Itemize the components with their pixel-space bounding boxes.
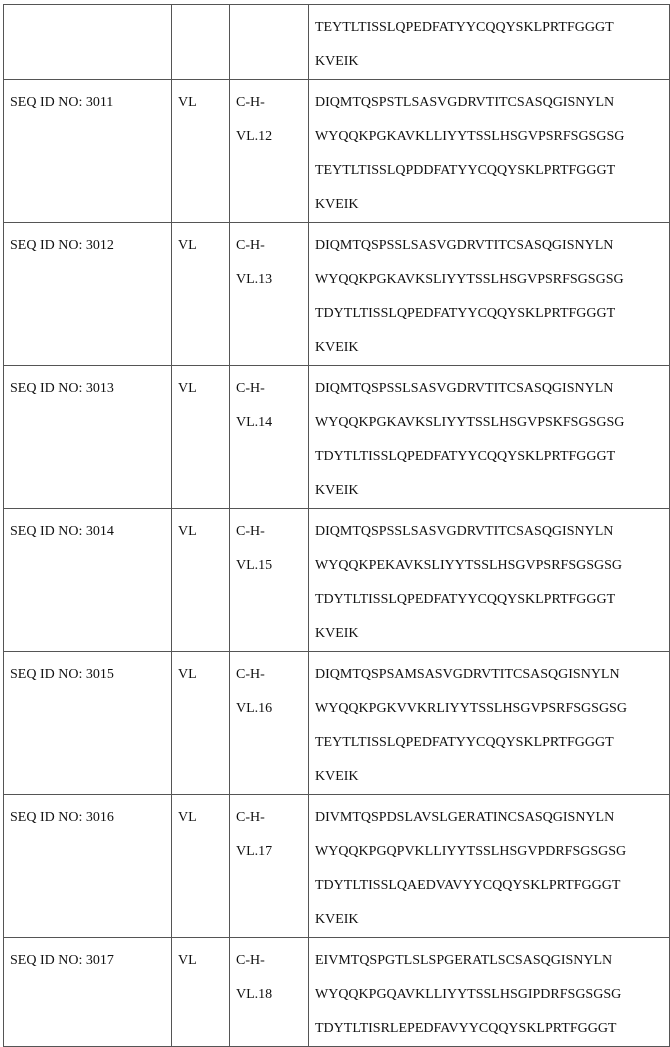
- table-row: [4, 366, 670, 509]
- sequence-line: KVEIK: [315, 188, 669, 222]
- chain-cell: [172, 5, 230, 80]
- sequence-line: WYQQKPGQAVKLLIYYTSSLHSGIPDRFSGSGSG: [315, 978, 669, 1012]
- seq-id: SEQ ID NO: 3016: [10, 801, 171, 835]
- antibody-name-line: VL.16: [236, 692, 308, 726]
- sequence-line: KVEIK: [315, 331, 669, 365]
- chain-type: VL: [178, 229, 229, 263]
- seq-id-cell: [4, 652, 172, 795]
- sequence-line: WYQQKPGKAVKSLIYYTSSLHSGVPSRFSGSGSG: [315, 263, 669, 297]
- sequence-line: WYQQKPGKAVKLLIYYTSSLHSGVPSRFSGSGSG: [315, 120, 669, 154]
- antibody-name-line: VL.13: [236, 263, 308, 297]
- chain-type: VL: [178, 372, 229, 406]
- sequence-line: TDYTLTISRLEPEDFAVYYCQQYSKLPRTFGGGT: [315, 1012, 669, 1046]
- sequence-line: TDYTLTISSLQAEDVAVYYCQQYSKLPRTFGGGT: [315, 869, 669, 903]
- antibody-name-line: VL.15: [236, 549, 308, 583]
- sequence-line: DIQMTQSPSSLSASVGDRVTITCSASQGISNYLN: [315, 515, 669, 549]
- sequence-line: DIQMTQSPSAMSASVGDRVTITCSASQGISNYLN: [315, 658, 669, 692]
- sequence-line: TDYTLTISSLQPEDFATYYCQQYSKLPRTFGGGT: [315, 583, 669, 617]
- chain-type: VL: [178, 515, 229, 549]
- antibody-name-line: C-H-: [236, 944, 308, 978]
- antibody-name-line: C-H-: [236, 372, 308, 406]
- antibody-name-line: C-H-: [236, 229, 308, 263]
- antibody-name-line: C-H-: [236, 658, 308, 692]
- seq-id-cell: [4, 938, 172, 1047]
- seq-id: SEQ ID NO: 3012: [10, 229, 171, 263]
- chain-type: VL: [178, 801, 229, 835]
- chain-type: VL: [178, 944, 229, 978]
- chain-cell: [172, 938, 230, 1047]
- sequence-cell: [309, 366, 670, 509]
- table-row-continuation: [4, 5, 670, 80]
- seq-id-cell: [4, 366, 172, 509]
- table-row: [4, 652, 670, 795]
- chain-type: VL: [178, 658, 229, 692]
- antibody-name-line: VL.18: [236, 978, 308, 1012]
- name-cell: [230, 652, 309, 795]
- sequence-line: KVEIK: [315, 45, 669, 79]
- seq-id-cell: [4, 5, 172, 80]
- sequence-line: DIQMTQSPSSLSASVGDRVTITCSASQGISNYLN: [315, 372, 669, 406]
- table-row: [4, 80, 670, 223]
- sequence-cell: [309, 795, 670, 938]
- seq-id-cell: [4, 80, 172, 223]
- name-cell: [230, 366, 309, 509]
- antibody-name-line: C-H-: [236, 801, 308, 835]
- sequence-line: DIQMTQSPSTLSASVGDRVTITCSASQGISNYLN: [315, 86, 669, 120]
- seq-id-cell: [4, 223, 172, 366]
- sequence-line: KVEIK: [315, 474, 669, 508]
- sequence-cell: [309, 652, 670, 795]
- sequence-cell: [309, 80, 670, 223]
- chain-cell: [172, 652, 230, 795]
- seq-id: SEQ ID NO: 3017: [10, 944, 171, 978]
- name-cell: [230, 938, 309, 1047]
- table-row: [4, 938, 670, 1047]
- antibody-name-line: C-H-: [236, 86, 308, 120]
- sequence-line: KVEIK: [315, 617, 669, 651]
- table-row: [4, 509, 670, 652]
- chain-cell: [172, 223, 230, 366]
- chain-type: VL: [178, 86, 229, 120]
- sequence-line: TEYTLTISSLQPDDFATYYCQQYSKLPRTFGGGT: [315, 154, 669, 188]
- name-cell: [230, 5, 309, 80]
- chain-cell: [172, 366, 230, 509]
- sequence-line: TEYTLTISSLQPEDFATYYCQQYSKLPRTFGGGT: [315, 11, 669, 45]
- sequence-line: EIVMTQSPGTLSLSPGERATLSCSASQGISNYLN: [315, 944, 669, 978]
- seq-id-cell: [4, 795, 172, 938]
- sequence-cell: [309, 938, 670, 1047]
- seq-id: SEQ ID NO: 3014: [10, 515, 171, 549]
- sequence-line: KVEIK: [315, 903, 669, 937]
- seq-id: SEQ ID NO: 3011: [10, 86, 171, 120]
- sequence-cell: [309, 223, 670, 366]
- seq-id: SEQ ID NO: 3013: [10, 372, 171, 406]
- name-cell: [230, 223, 309, 366]
- sequence-line: WYQQKPEKAVKSLIYYTSSLHSGVPSRFSGSGSG: [315, 549, 669, 583]
- sequence-line: KVEIK: [315, 760, 669, 794]
- sequence-cell: [309, 5, 670, 80]
- sequence-line: WYQQKPGKAVKSLIYYTSSLHSGVPSKFSGSGSG: [315, 406, 669, 440]
- sequence-line: WYQQKPGQPVKLLIYYTSSLHSGVPDRFSGSGSG: [315, 835, 669, 869]
- antibody-name-line: VL.14: [236, 406, 308, 440]
- name-cell: [230, 80, 309, 223]
- sequence-line: TEYTLTISSLQPEDFATYYCQQYSKLPRTFGGGT: [315, 726, 669, 760]
- sequence-table: [3, 4, 670, 1047]
- sequence-line: DIQMTQSPSSLSASVGDRVTITCSASQGISNYLN: [315, 229, 669, 263]
- sequence-line: TDYTLTISSLQPEDFATYYCQQYSKLPRTFGGGT: [315, 440, 669, 474]
- chain-cell: [172, 80, 230, 223]
- name-cell: [230, 509, 309, 652]
- sequence-line: WYQQKPGKVVKRLIYYTSSLHSGVPSRFSGSGSG: [315, 692, 669, 726]
- chain-cell: [172, 795, 230, 938]
- antibody-name-line: VL.12: [236, 120, 308, 154]
- chain-cell: [172, 509, 230, 652]
- antibody-name-line: VL.17: [236, 835, 308, 869]
- seq-id-cell: [4, 509, 172, 652]
- sequence-line: TDYTLTISSLQPEDFATYYCQQYSKLPRTFGGGT: [315, 297, 669, 331]
- sequence-cell: [309, 509, 670, 652]
- sequence-line: DIVMTQSPDSLAVSLGERATINCSASQGISNYLN: [315, 801, 669, 835]
- table-row: [4, 795, 670, 938]
- table-row: [4, 223, 670, 366]
- name-cell: [230, 795, 309, 938]
- seq-id: SEQ ID NO: 3015: [10, 658, 171, 692]
- antibody-name-line: C-H-: [236, 515, 308, 549]
